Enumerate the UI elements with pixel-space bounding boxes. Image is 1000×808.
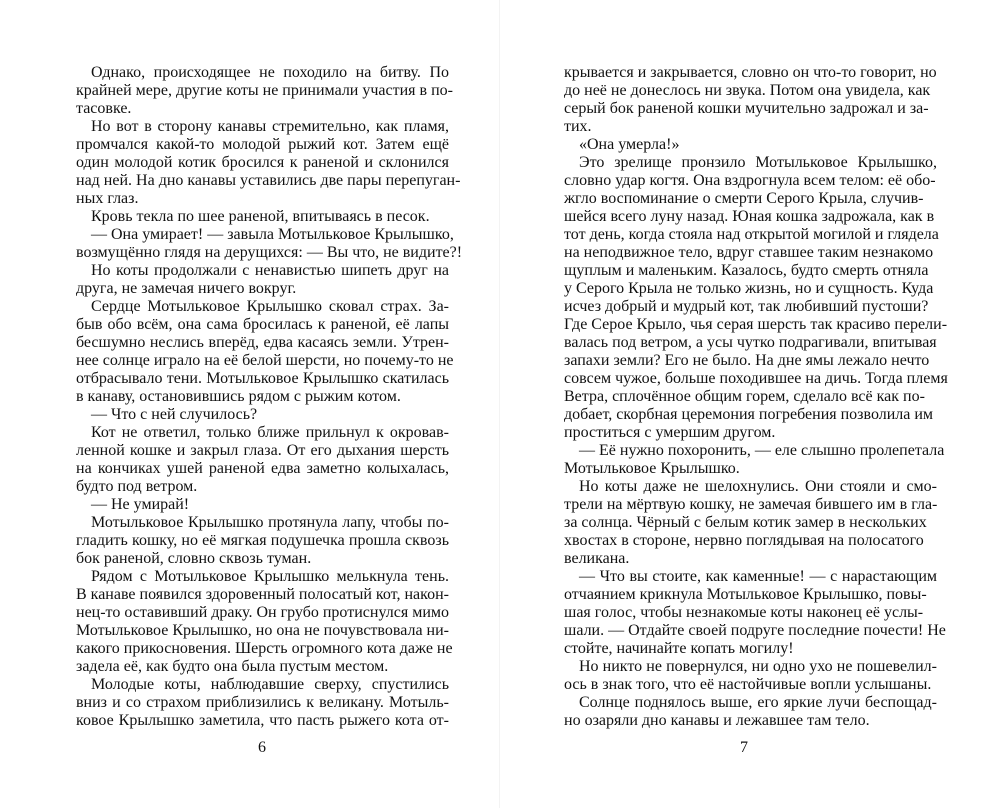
text-line: Но никто не повернулся, ни одно ухо не пошевелил- [579, 658, 937, 675]
text-line: Это зрелище пронзило Мотыльковое Крылышко, [579, 154, 937, 171]
text-line: тот день, когда стояла над открытой могилой и глядела [564, 226, 939, 243]
text-line: один молодой котик бросился к раненой и склонился [76, 154, 449, 171]
text-line: совсем чужое, больше походившее на дичь. Тогда племя [564, 370, 948, 387]
text-line: — Она умирает! — завыла Мотыльковое Крылышко, [91, 226, 454, 243]
text-line: друга, не замечая ничего вокруг. [76, 280, 297, 297]
text-line: над ней. На дно канавы уставились две пары перепуган- [76, 172, 461, 189]
text-line: ось в знак того, что её настойчивые вопли услышаны. [564, 676, 932, 693]
text-line: серый бок раненой кошки мучительно задрожал и за- [564, 100, 929, 117]
text-line: крайней мере, другие коты не принимали участия в по- [76, 82, 453, 99]
text-line: до неё не донеслось ни звука. Потом она увидела, как [564, 82, 931, 99]
text-line: ковое Крылышко заметила, что пасть рыжего кота от- [76, 712, 449, 729]
text-line: «Она умерла!» [579, 136, 680, 153]
text-line: Мотыльковое Крылышко протянула лапу, чтобы по- [91, 514, 449, 531]
text-line: исчез добрый и мудрый кот, так любивший пустоши? [564, 298, 929, 315]
text-line: Мотыльковое Крылышко. [564, 460, 740, 477]
text-line: жгло воспоминание о смерти Серого Крыла, случив- [564, 190, 924, 207]
text-line: — Не умирай! [91, 496, 190, 513]
text-line: стойте, начинайте копать могилу! [564, 640, 794, 657]
text-line: Кот не ответил, только ближе прильнул к окровав- [91, 424, 449, 441]
text-line: добает, скорбная церемония погребения позволила им [564, 406, 934, 423]
text-line: за солнца. Чёрный с белым котик замер в нескольких [564, 514, 927, 531]
text-line: — Что вы стоите, как каменные! — с нарастающим [579, 568, 937, 585]
page-number-left: 6 [258, 739, 266, 756]
right-page [500, 0, 1000, 808]
text-line: быв обо всём, она сама бросилась к раненой, её лапы [76, 316, 449, 333]
text-line: хвостах в стороне, нервно поглядывая на полосатого [564, 532, 924, 549]
text-line: проститься с умершим другом. [564, 424, 776, 441]
text-line: в канаву, остановившись рядом с рыжим котом. [76, 388, 401, 405]
text-line: Но коты даже не шелохнулись. Они стояли и смо- [579, 478, 937, 495]
text-line: валась под ветром, а усы чутко подрагивали, впитывая [564, 334, 937, 351]
text-line: великана. [564, 550, 630, 567]
text-line: запахи земли? Его не было. На дне ямы лежало нечто [564, 352, 930, 369]
text-line: бок раненой, словно сквозь туман. [76, 550, 312, 567]
text-line: трели на мёртвую кошку, не замечая бившего им в гла- [564, 496, 938, 513]
text-line: отчаянием крикнула Мотыльковое Крылышко, повы- [564, 586, 927, 603]
text-line: тасовке. [76, 100, 132, 117]
text-line: В канаве появился здоровенный полосатый кот, након- [76, 586, 449, 603]
text-line: бесшумно неслись вперёд, едва касаясь земли. Утрен- [76, 334, 449, 351]
text-line: Где Серое Крыло, чья серая шерсть так красиво перели- [564, 316, 948, 333]
text-line: Молодые коты, наблюдавшие сверху, спустились [91, 676, 449, 693]
text-line: Но коты продолжали с ненавистью шипеть друг на [91, 262, 449, 279]
text-line: Рядом с Мотыльковое Крылышко мелькнула тень. [91, 568, 449, 585]
text-line: крывается и закрывается, словно он что-то говорит, но [564, 64, 937, 81]
text-line: шая голос, чтобы незнакомые коты наконец её услы- [564, 604, 924, 621]
text-line: тих. [564, 118, 592, 135]
text-line: Ветра, сплочённое общим горем, сделало всё как по- [564, 388, 925, 405]
text-line: нец-то оставивший драку. Он грубо протиснулся мимо [76, 604, 449, 621]
text-line: Сердце Мотыльковое Крылышко сковал страх. За- [91, 298, 449, 315]
text-line: — Её нужно похоронить, — еле слышно пролепетала [579, 442, 945, 459]
text-line: словно удар когтя. Она вздрогнула всем телом: её обо- [564, 172, 936, 189]
text-line: будто под ветром. [76, 478, 198, 495]
text-line: на кончиках ушей раненой едва заметно колыхалась, [76, 460, 449, 477]
text-line: но озаряли дно канавы и лежавшее там тело. [564, 712, 870, 729]
text-line: — Что с ней случилось? [91, 406, 258, 423]
text-line: Кровь текла по шее раненой, впитываясь в песок. [91, 208, 430, 225]
text-line: нее солнце играло на её белой шерсти, но почему-то не [76, 352, 454, 369]
text-line: ленной кошке и закрыл глаза. От его дыхания шерсть [76, 442, 449, 459]
text-line: возмущённо глядя на дерущихся: — Вы что, не видите?! [76, 244, 463, 261]
right-page-text [564, 64, 948, 730]
text-line: отбрасывало тени. Мотыльковое Крылышко скатилась [76, 370, 449, 387]
text-line: шали. — Отдайте своей подруге последние почести! Не [564, 622, 946, 639]
text-line: щуплым и маленьким. Казалось, будто смерть отняла [564, 262, 929, 279]
text-line: Но вот в сторону канавы стремительно, как пламя, [91, 118, 449, 135]
left-page-text [76, 64, 463, 730]
text-line: Солнце поднялось выше, его яркие лучи беспощад- [579, 694, 937, 711]
text-line: Однако, происходящее не походило на битву. По [91, 64, 449, 81]
page-number-right: 7 [740, 739, 748, 756]
text-line: шейся всего луну назад. Юная кошка задрожала, как в [564, 208, 935, 225]
text-line: вниз и со страхом приблизились к великану. Мотыль- [76, 694, 449, 711]
text-line: промчался какой-то молодой рыжий кот. Затем ещё [76, 136, 449, 153]
text-line: Мотыльковое Крылышко, но она не почувствовала ни- [76, 622, 449, 639]
text-line: задела её, как будто она была пустым местом. [76, 658, 389, 675]
text-line: какого прикосновения. Шерсть огромного кота даже не [76, 640, 453, 657]
text-line: у Серого Крыла не только жизнь, но и сущность. Куда [564, 280, 934, 297]
text-line: ных глаз. [76, 190, 139, 207]
text-line: на неподвижное тело, вдруг ставшее таким незнакомо [564, 244, 934, 261]
text-line: гладить кошку, но её мягкая подушечка прошла сквозь [76, 532, 449, 549]
